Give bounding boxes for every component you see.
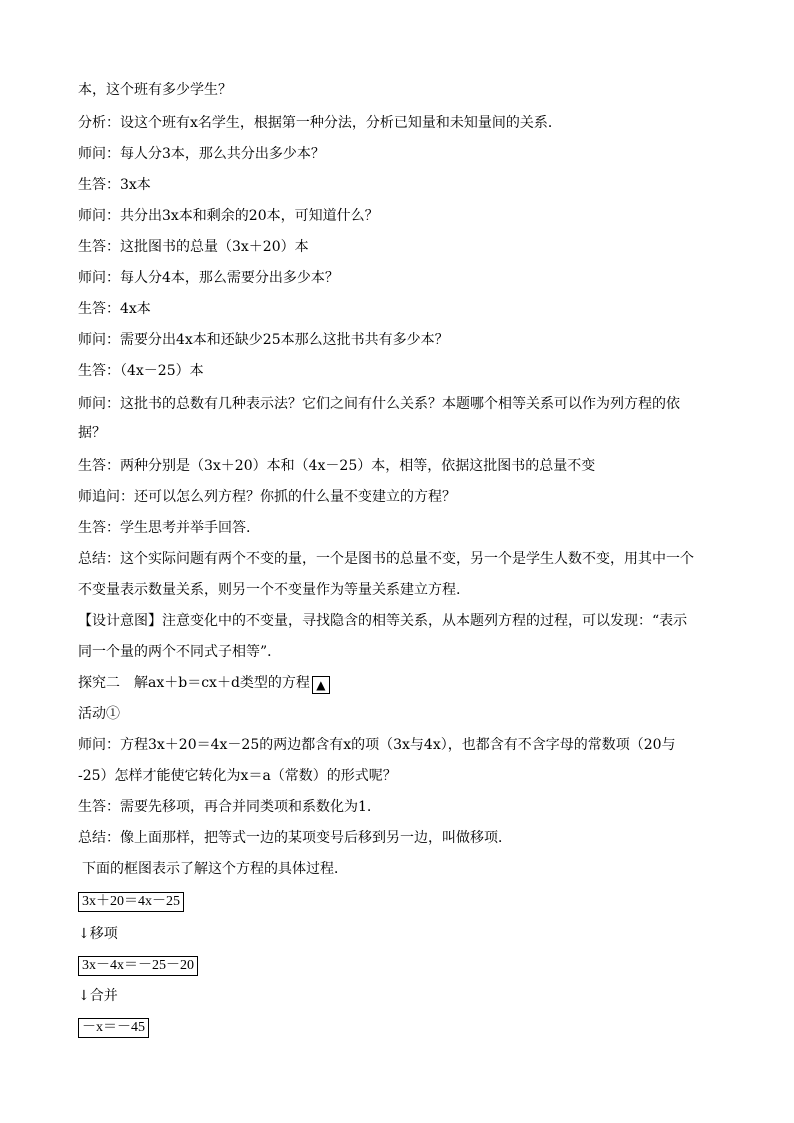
flow-arrow-2: ↓合并 [78,988,118,1004]
triangle-icon: ▲ [312,676,330,694]
text-line: 下面的框图表示了解这个方程的具体过程． [82,861,348,877]
text-line: 同一个量的两个不同式子相等”． [78,644,282,660]
text-line: 生答：这批图书的总量（3x＋20）本 [78,239,309,255]
text-line: 师追问：还可以怎么列方程？你抓的什么量不变建立的方程？ [78,489,456,505]
text-line: 生答：3x本 [78,177,151,193]
text-line: 不变量表示数量关系，则另一个不变量作为等量关系建立方程. [78,582,461,598]
text-line: 本，这个班有多少学生？ [78,82,232,98]
flow-step-2 [78,955,754,976]
text-line: 生答：需要先移项，再合并同类项和系数化为1. [78,799,372,815]
text-line: 【设计意图】注意变化中的不变量，寻找隐含的相等关系，从本题列方程的过程，可以发现：“表示 [78,613,688,629]
equation-box: －x＝－45 [78,1018,149,1038]
text-line: 总结：像上面那样，把等式一边的某项变号后移到另一边，叫做移项． [78,830,512,846]
text-line: 生答：4x本 [78,301,151,317]
text-line: 总结：这个实际问题有两个不变的量，一个是图书的总量不变，另一个是学生人数不变，用其中一个 [78,551,694,567]
text-line: 师问：需要分出4x本和还缺少25本那么这批书共有多少本？ [78,332,449,348]
text-line: -25）怎样才能使它转化为x＝a（常数）的形式呢？ [78,768,397,784]
text-line: 生答：学生思考并举手回答. [78,520,251,536]
section-heading [78,673,754,694]
flow-step-1 [78,891,754,912]
text-line: 师问：每人分4本，那么需要分出多少本？ [78,270,339,286]
text-line: 分析：设这个班有x名学生，根据第一种分法，分析已知量和未知量间的关系． [78,115,562,131]
text-line: 师问：共分出3x本和剩余的20本，可知道什么？ [78,208,379,224]
text-line: 师问：每人分3本，那么共分出多少本？ [78,146,325,162]
equation-box: 3x－4x＝－25－20 [78,956,198,976]
equation-box: 3x＋20＝4x－25 [78,892,184,912]
text-line: 据？ [78,425,106,441]
section-heading-text: 探究二 解ax＋b＝cx＋d类型的方程 [78,675,310,691]
text-line: 师问：这批书的总数有几种表示法？它们之间有什么关系？本题哪个相等关系可以作为列方程的依 [78,396,680,412]
text-line: 生答：两种分别是（3x＋20）本和（4x－25）本，相等，依据这批图书的总量不变 [78,458,596,474]
flow-arrow-1: ↓移项 [78,926,118,942]
text-line: 活动① [78,706,120,722]
text-line: 生答：（4x－25）本 [78,363,204,379]
flow-step-3 [78,1017,754,1038]
text-line: 师问：方程3x＋20＝4x－25的两边都含有x的项（3x与4x），也都含有不含字母的常数项（20与 [78,737,676,753]
